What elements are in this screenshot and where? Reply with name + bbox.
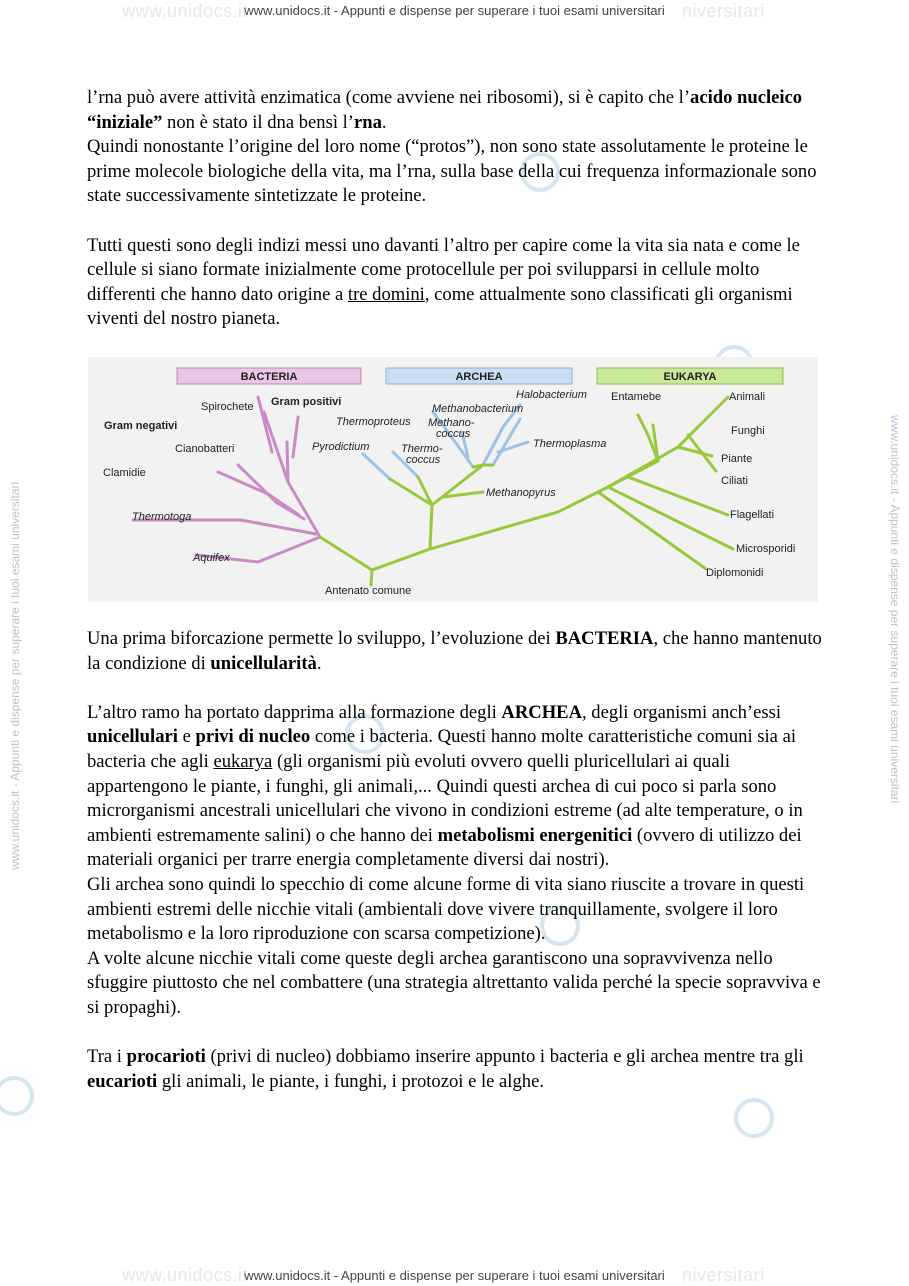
label-thermococcus-line2: coccus: [406, 454, 441, 466]
text-run: , che hanno mantenuto la condizione di: [87, 628, 822, 674]
label-animali: Animali: [729, 391, 766, 403]
label-thermoproteus: Thermoproteus: [336, 416, 411, 428]
domain-label-archea: ARCHEA: [455, 371, 503, 383]
label-clamidie: Clamidie: [103, 467, 146, 479]
text-run: gli animali, le piante, i funghi, i protozoi e le alghe.: [157, 1070, 544, 1092]
label-antenato-comune: Antenato comune: [325, 585, 412, 597]
label-ciliati: Ciliati: [721, 475, 748, 487]
label-piante: Piante: [721, 453, 753, 465]
text-run: , come attualmente sono classificati gli organismi viventi del nostro pianeta.: [87, 283, 793, 330]
paragraph-bacteria: [87, 627, 827, 676]
text-run: .: [316, 652, 322, 674]
header-watermark: www.unidocs.it - Appunti e dispense per superare i tuoi esami universitari: [244, 3, 665, 18]
bold-term: privi di nucleo: [195, 726, 311, 748]
label-aquifex: Aquifex: [193, 552, 230, 564]
label-halobacterium: Halobacterium: [516, 389, 587, 401]
label-methanococcus-line2: coccus: [436, 428, 471, 440]
domain-label-eukarya: EUKARYA: [663, 371, 717, 383]
domain-label-bacteria: BACTERIA: [240, 371, 298, 383]
watermark-logo-icon: [0, 1076, 34, 1116]
label-pyrodictium: Pyrodictium: [312, 441, 370, 453]
bold-term: unicellularità: [210, 652, 317, 674]
phylogenetic-tree-figure: [88, 357, 818, 602]
label-methanobacterium: Methanobacterium: [432, 403, 524, 415]
label-cianobatteri: Cianobatteri: [175, 443, 235, 455]
left-side-watermark: www.unidocs.it - Appunti e dispense per superare i tuoi esami universitari: [8, 481, 22, 870]
bold-term: metabolismi energenitici: [437, 824, 633, 846]
paragraph-archea: [87, 701, 827, 1021]
label-spirochete: Spirochete: [201, 401, 254, 413]
label-microsporidi: Microsporidi: [736, 543, 796, 555]
label-diplomonidi: Diplomonidi: [706, 567, 764, 579]
phylogenetic-tree-svg: [88, 357, 818, 602]
text-run: (ovvero di utilizzo dei materiali organici per trarre energia completamente diversi dai nostri).: [87, 824, 802, 871]
text-run: non è stato il dna bensì l’: [162, 111, 354, 133]
footer-ghost-watermark: www.unidocs.it: [122, 1265, 249, 1285]
label-funghi: Funghi: [731, 425, 765, 437]
label-gram-negativi: Gram negativi: [104, 420, 178, 432]
text-run: Gli archea sono quindi lo specchio di come alcune forme di vita siano riuscite a trovare in questi ambienti estremi delle nicchie vitali (ambientali dove vivere tranquillamente, svolgere il loro metabolismo e la loro riproduzione con scarsa competizione).: [87, 873, 805, 945]
text-run: A volte alcune nicchie vitali come queste degli archea garantiscono una sopravvivenza nello sfuggire piuttosto che nel combattere (una strategia altrettanto valida perché la specie sopravviva e si propaghi).: [87, 947, 821, 1018]
bold-term: acido nucleico “iniziale”: [87, 87, 803, 133]
bold-term: unicellulari: [87, 726, 178, 748]
paragraph-rna: [87, 86, 827, 209]
text-run: e: [177, 726, 196, 748]
footer-ghost-watermark-right: niversitari: [682, 1265, 765, 1285]
label-methanococcus-line1: Methano-: [428, 417, 475, 429]
text-run: .: [381, 111, 387, 133]
document-body-top: [87, 86, 827, 357]
text-run: l’rna può avere attività enzimatica (come avviene nei ribosomi), si è capito che l’: [87, 87, 691, 108]
bold-term: eucarioti: [87, 1070, 158, 1092]
text-run: (privi di nucleo) dobbiamo inserire appunto i bacteria e gli archea mentre tra gli: [205, 1046, 804, 1068]
label-methanopyrus: Methanopyrus: [486, 487, 556, 499]
text-run: come i bacteria. Questi hanno molte caratteristiche comuni sia ai bacteria che agli: [87, 726, 797, 772]
bold-term: BACTERIA: [555, 628, 654, 649]
underlined-term: eukarya: [213, 750, 273, 772]
text-run: , degli organismi anch’essi: [582, 701, 781, 723]
label-gram-positivi: Gram positivi: [271, 396, 342, 408]
header-ghost-watermark-right: niversitari: [682, 1, 765, 21]
header-ghost-watermark: www.unidocs.it: [122, 1, 249, 21]
text-run: L’altro ramo ha portato dapprima alla formazione degli: [87, 701, 502, 723]
label-thermotoga: Thermotoga: [132, 511, 192, 523]
right-side-watermark: www.unidocs.it - Appunti e dispense per superare i tuoi esami universitari: [888, 415, 902, 804]
label-thermoplasma: Thermoplasma: [533, 438, 607, 450]
text-run: Quindi nonostante l’origine del loro nome (“protos”), non sono state assolutamente le proteine le prime molecole biologiche della vita, ma l’rna, sulla base della cui frequenza informazionale sono state successivamente sintetizzate le proteine.: [87, 136, 817, 207]
document-body-bottom: [87, 627, 827, 1119]
text-run: (gli organismi più evoluti ovvero quelli pluricellulari ai quali appartengono le piante, i funghi, gli animali,... Quindi questi archea di cui poco si parla sono microrganismi ancestrali unicellulari che vivono in condizioni estreme (ad alte temperature, o in ambienti estremamente salini) o che hanno dei: [87, 750, 803, 846]
text-run: Una prima biforcazione permette lo sviluppo, l’evoluzione dei: [87, 628, 556, 649]
text-run: Tra i: [87, 1046, 127, 1068]
bold-term: ARCHEA: [501, 701, 582, 723]
label-entamebe: Entamebe: [611, 391, 662, 403]
footer-watermark: www.unidocs.it - Appunti e dispense per superare i tuoi esami universitari: [244, 1268, 665, 1283]
label-thermococcus-line1: Thermo-: [401, 443, 443, 455]
text-run: Tutti questi sono degli indizi messi uno davanti l’altro per capire come la vita sia nata e come le cellule si siano formate inizialmente come protocellule per poi svilupparsi in cellule molto differenti che hanno dato origine a: [87, 234, 800, 305]
paragraph-indizi: [87, 234, 827, 332]
underlined-term: tre domini: [347, 283, 425, 305]
bold-term: rna: [354, 111, 382, 133]
label-flagellati: Flagellati: [730, 509, 775, 521]
paragraph-procarioti: [87, 1045, 827, 1094]
bold-term: procarioti: [126, 1046, 206, 1068]
